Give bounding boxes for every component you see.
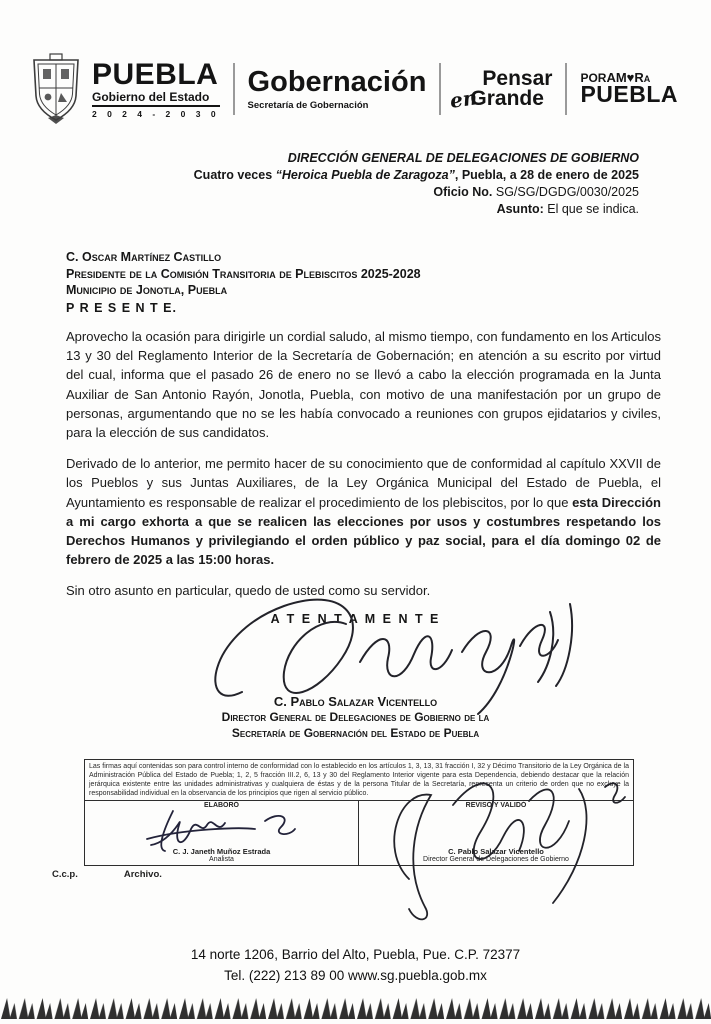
oficio-number: SG/SG/DGDG/0030/2025 — [495, 185, 639, 199]
oficio-number-line: Oficio No. SG/SG/DGDG/0030/2025 — [433, 185, 639, 199]
elaboro-role: Analista — [209, 856, 234, 863]
exhortation-bold-text: esta Dirección a mi cargo exhorta a que se realicen las elecciones por usos y costumbres respetando los Derechos Humanos y privilegiando el orden público y paz social, para el día domingo 02 de febrero de 2025 a las 15:00 horas. — [66, 494, 661, 568]
ccp-value: Archivo. — [123, 869, 162, 880]
puebla-coat-of-arms-icon — [28, 52, 84, 126]
closing-atentamente: A T E N T A M E N T E — [270, 612, 441, 626]
internal-control-box — [84, 759, 634, 866]
elaboro-name: C. J. Janeth Muñoz Estrada — [172, 847, 271, 856]
pensar-word: Pensar — [482, 67, 553, 91]
logo-divider — [565, 63, 567, 115]
gobernacion-logo — [247, 65, 427, 111]
elaboro-header: ELABORÓ — [204, 802, 239, 809]
letter-body — [66, 327, 661, 601]
recipient-municipality: Municipio de Jonotla, Puebla — [66, 283, 228, 297]
letterhead-logos — [28, 52, 697, 126]
elaboro-identity — [85, 847, 358, 863]
en-script-word: en — [448, 85, 480, 113]
city-honorific: “Heroica Puebla de Zaragoza” — [275, 168, 455, 182]
ccp-label: C.c.p. — [52, 869, 78, 880]
amor-heart-word: AM♥R — [606, 69, 644, 85]
amor-puebla-word: PUEBLA — [580, 81, 679, 108]
por-amor-a-puebla-logo — [580, 69, 679, 108]
analyst-signature — [143, 805, 303, 853]
issuing-office-title: DIRECCIÓN GENERAL DE DELEGACIONES DE GOBIERNO — [287, 151, 639, 165]
director-box-signature — [369, 759, 649, 929]
a-word: A — [643, 73, 651, 84]
signer-name: C. Pablo Salazar Vicentello — [273, 694, 438, 709]
puebla-years: 2 0 2 4 - 2 0 3 0 — [92, 108, 220, 119]
paragraph-1: Aprovecho la ocasión para dirigirle un cordial saludo, al mismo tiempo, con fundamento en los Articulos 13 y 30 del Reglamento Interior de la Secretaría de Gobernación; en atención a su escrito por virtud del cual, informa que el pasado 26 de enero no se llevó a cabo la elección programada en la Junta Auxiliar de San Antonio Rayón, Jonotla, Puebla, con motivo de una manifestación por un grupo de personas, argumentando que no se les había convocado a reuniones con grupos ejidatarios y civiles, para la elección de sus candidatos. — [66, 329, 661, 441]
asunto-line: Asunto: El que se indica. — [496, 202, 639, 216]
signature-table — [85, 801, 633, 865]
date-line: Cuatro veces “Heroica Puebla de Zaragoza”, Puebla, a 28 de enero de 2025 — [193, 168, 639, 182]
footer-contact — [0, 944, 711, 986]
reviso-header: REVISÓ Y VALIDÓ — [465, 802, 527, 809]
por-word: POR — [580, 70, 607, 85]
pensar-en-grande-logo — [448, 67, 553, 113]
puebla-subtitle: Gobierno del Estado — [92, 91, 220, 107]
legal-fine-print: Las firmas aquí contenidas son para control interno de conformidad con lo establecido en los artículos 1, 3, 13, 31 fracción I, 32 y Décimo Transitorio de la Ley Orgánica de la Administración Pública del Estado de Puebla; 1, 2, 5 fracción III.2, 6, 13 y 30 del Reglamento Interior vigente para esta Dependencia, debiendo destacar que la relación jerárquica existente entre las unidades administrativas y cualquiera de éstas y de la persona Titular de la Secretaría, representa un criterio de orden que no excluye la responsabilidad individual en la observancia de los principios que rigen al servicio público. — [85, 760, 633, 801]
gobernacion-subtitle: Secretaría de Gobernación — [247, 99, 369, 111]
reviso-name: C. Pablo Salazar Vicentello — [448, 847, 544, 856]
footer-phone-web: Tel. (222) 213 89 00 www.sg.puebla.gob.mx — [224, 968, 487, 983]
paragraph-2: Derivado de lo anterior, me permito hacer de su conocimiento que de conformidad al capítulo XXVII de los Pueblos y sus Juntas Auxiliares, de la Ley Orgánica Municipal del Estado de Puebla, el Ayuntamiento es responsable de realizar el procedimiento de los plebiscitos, por lo que esta Dirección a mi cargo exhorta a que se realicen las elecciones por usos y costumbres respetando los Derechos Humanos y privilegiando el orden público y paz social, para el día domingo 02 de febrero de 2025 a las 15:00 horas. — [66, 456, 661, 568]
decorative-border — [0, 994, 711, 1022]
footer-address: 14 norte 1206, Barrio del Alto, Puebla, Pue. C.P. 72377 — [190, 947, 521, 962]
logo-divider — [439, 63, 441, 115]
presente-line: P R E S E N T E. — [66, 300, 177, 315]
grande-word: Grande — [470, 87, 544, 110]
recipient-title: Presidente de la Comisión Transitoria de Plebiscitos 2025-2028 — [66, 266, 421, 281]
reviso-role: Director General de Delegaciones de Gobierno — [423, 856, 569, 863]
recipient-name: C. Oscar Martínez Castillo — [66, 250, 222, 264]
paragraph-3: Sin otro asunto en particular, quedo de usted como su servidor. — [66, 583, 431, 599]
recipient-block — [66, 249, 421, 316]
elaboro-cell — [85, 801, 359, 865]
signer-title-line2: Secretaría de Gobernación del Estado de Puebla — [231, 725, 480, 740]
letterhead-block — [120, 150, 639, 218]
puebla-state-logo — [92, 57, 220, 119]
logo-divider — [233, 63, 235, 115]
signer-title-line1: Director General de Delegaciones de Gobierno de la — [221, 710, 490, 724]
puebla-wordmark: PUEBLA — [92, 57, 219, 91]
signer-block — [0, 694, 711, 741]
reviso-cell — [359, 801, 633, 865]
gobernacion-wordmark: Gobernación — [247, 65, 427, 98]
asunto-value: El que se indica. — [547, 202, 639, 216]
ccp-line — [52, 869, 162, 880]
